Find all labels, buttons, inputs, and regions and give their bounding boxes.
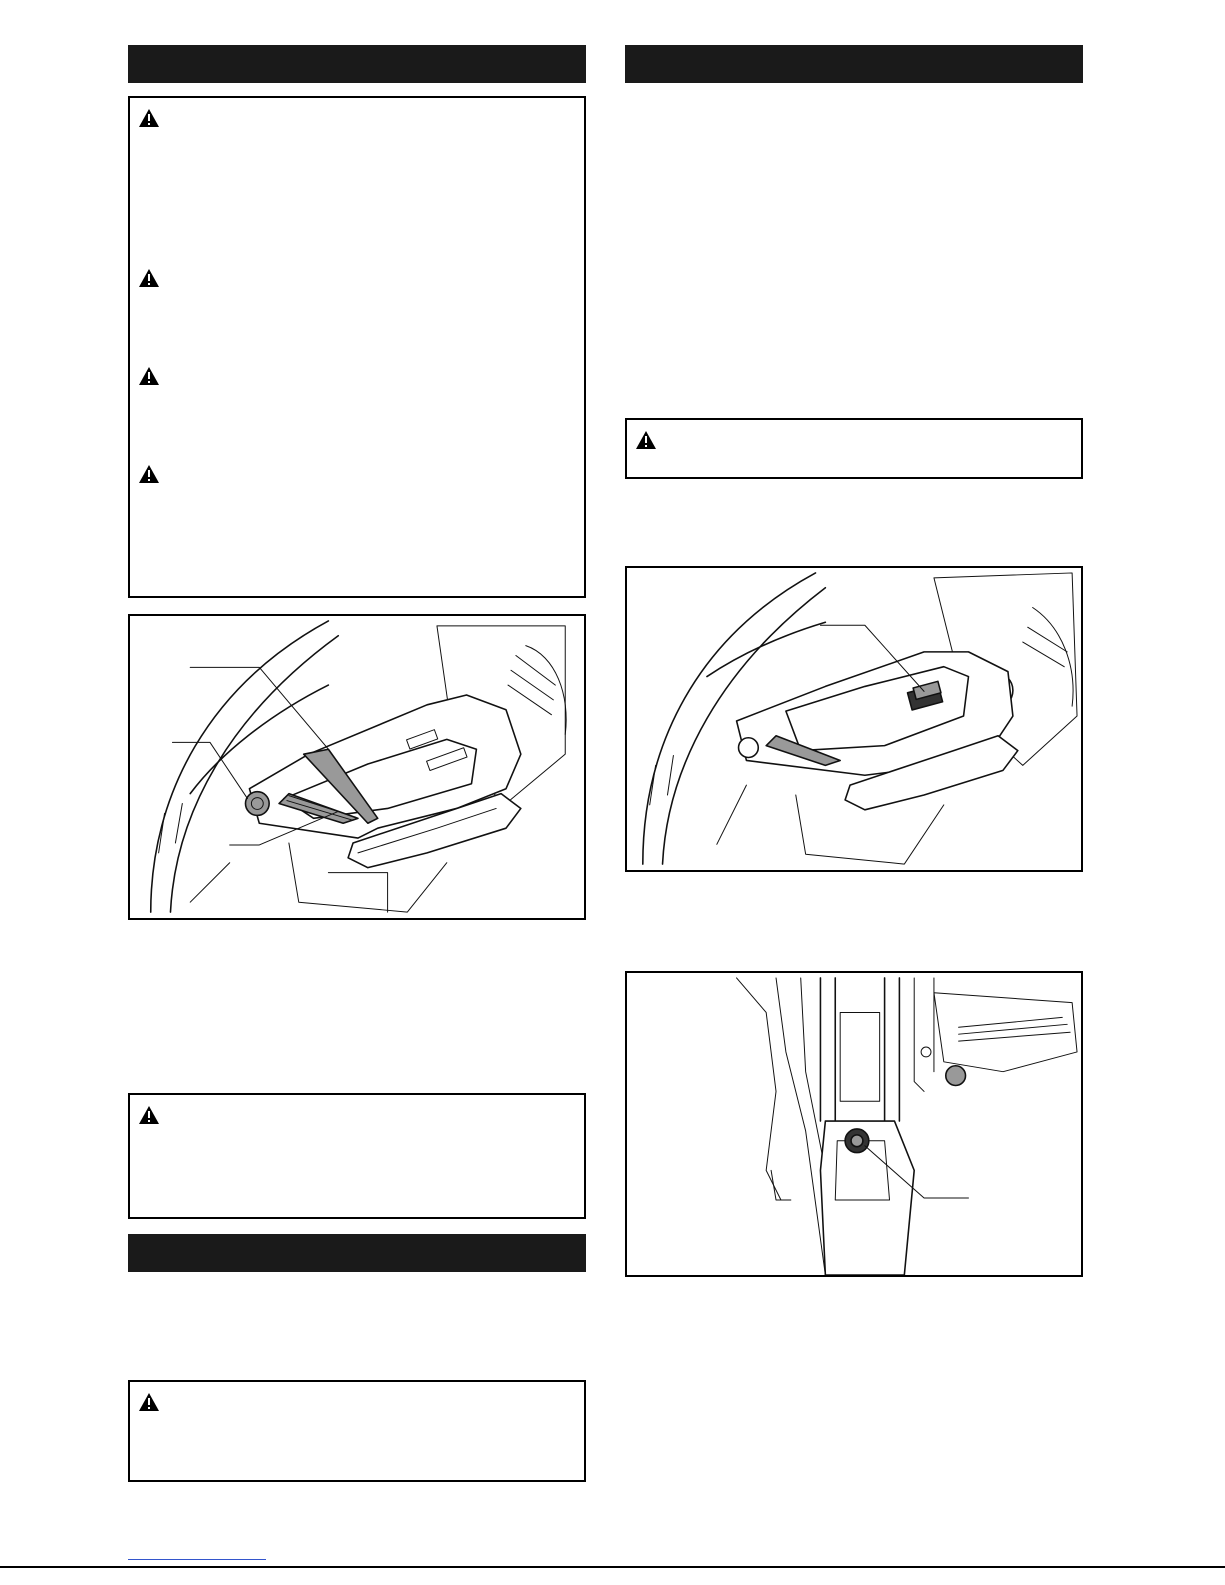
footer-link-underline[interactable] [128,1559,266,1560]
section-header-bar-left-top [128,45,586,83]
warning-triangle-icon [138,108,160,128]
section-header-bar-right-top [625,45,1083,83]
warning-triangle-icon [138,1105,160,1125]
warning-box-right [625,418,1083,479]
section-header-bar-left-bottom [128,1234,586,1272]
saw-handle-illustration [130,616,584,918]
warning-box-secondary [128,1093,586,1219]
saw-lamp-switch-illustration [627,568,1081,870]
warning-triangle-icon [138,366,160,386]
warning-box-bottom [128,1380,586,1482]
figure-lamp-adjustment [625,971,1083,1277]
warning-triangle-icon [635,430,657,450]
warning-triangle-icon [138,464,160,484]
saw-front-view-illustration [627,973,1081,1275]
warning-triangle-icon [138,1392,160,1412]
warning-triangle-icon [138,268,160,288]
figure-lamp-switch [625,566,1083,872]
warning-box-main [128,96,586,598]
figure-switch-trigger-lockoff [128,614,586,920]
page-bottom-rule [0,1566,1225,1568]
